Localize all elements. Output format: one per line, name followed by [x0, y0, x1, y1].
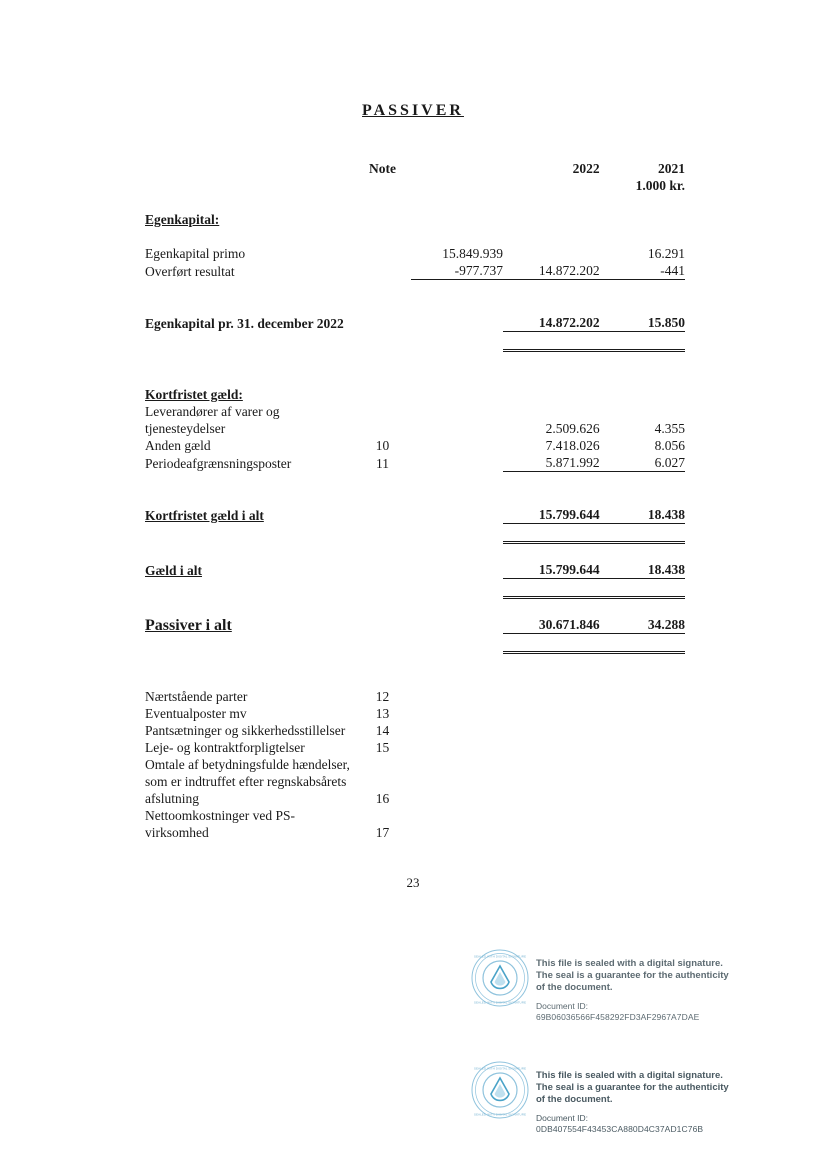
note-label: Eventualposter mv [145, 706, 247, 721]
rule-row-passiver [145, 634, 685, 653]
row-note: 10 [375, 438, 390, 453]
total-label-passiver: Passiver i alt [145, 616, 232, 634]
note-row [145, 739, 685, 756]
seal-line-3: of the document. [536, 982, 613, 993]
spacer-row [145, 297, 685, 314]
svg-text:SEALED WITH DIGITAL SIGNATURE: SEALED WITH DIGITAL SIGNATURE [473, 1066, 527, 1071]
row-2021: -441 [660, 263, 685, 278]
row-2022: 5.871.992 [545, 455, 600, 470]
row-note [354, 420, 411, 437]
seal-docid-value: 69B06036566F458292FD3AF2967A7DAE [536, 1012, 700, 1022]
header-2021: 2021 [658, 161, 685, 176]
row-note [354, 262, 411, 280]
note-label: afslutning [145, 791, 199, 806]
page-number: 23 [406, 875, 420, 890]
table-subheader-row [145, 177, 685, 194]
balance-sheet-table [145, 160, 685, 841]
seal-line-2: The seal is a guarantee for the authenticity [536, 970, 729, 981]
note-row [145, 773, 685, 790]
note-number: 16 [375, 791, 390, 806]
note-number: 17 [375, 825, 390, 840]
total-row-debt [145, 506, 685, 524]
total-2021-gaeld: 18.438 [647, 562, 685, 577]
note-number [354, 756, 411, 773]
total-2021-passiver: 34.288 [647, 617, 685, 632]
seal-line-2: The seal is a guarantee for the authenticity [536, 1082, 729, 1093]
row-sub [411, 437, 503, 454]
spacer-row [145, 489, 685, 506]
header-2022: 2022 [572, 161, 600, 176]
row-label: Periodeafgrænsningsposter [145, 455, 292, 471]
row-2021: 8.056 [654, 438, 685, 453]
total-2022-equity: 14.872.202 [538, 315, 600, 330]
note-number [354, 773, 411, 790]
total-row-equity [145, 314, 685, 332]
spacer-row [145, 194, 685, 211]
seal-stamp-icon [470, 1060, 530, 1120]
section-heading-equity: Egenkapital: [145, 212, 220, 227]
row-label: tjenesteydelser [145, 421, 226, 436]
rule-row-gaeld [145, 579, 685, 598]
row-note: 11 [376, 455, 390, 471]
table-row [145, 420, 685, 437]
total-2022-debt: 15.799.644 [538, 507, 600, 522]
note-row [145, 722, 685, 739]
row-note [354, 245, 411, 262]
spacer-row [145, 653, 685, 672]
seal-stamp-icon [470, 948, 530, 1008]
total-label-debt: Kortfristet gæld i alt [145, 507, 264, 523]
section-heading-debt: Kortfristet gæld: [145, 387, 243, 402]
seal-line-1: This file is sealed with a digital signature. [536, 1070, 723, 1081]
spacer-row [145, 369, 685, 386]
table-row [145, 262, 685, 280]
seal-text-2 [536, 1060, 729, 1135]
total-2022-gaeld: 15.799.644 [538, 562, 600, 577]
row-2022 [503, 403, 600, 420]
note-number: 15 [375, 740, 390, 755]
note-label: Omtale af betydningsfulde hændelser, [145, 757, 350, 772]
svg-text:SEALED WITH DIGITAL SIGNATURE: SEALED WITH DIGITAL SIGNATURE [473, 1000, 527, 1005]
note-row [145, 705, 685, 722]
note-row [145, 688, 685, 705]
note-label: Pantsætninger og sikkerhedsstillelser [145, 723, 346, 738]
note-row [145, 807, 685, 841]
row-2021: 4.355 [654, 421, 685, 436]
digital-seal-1 [470, 948, 729, 1023]
row-2022: 7.418.026 [545, 438, 600, 453]
seal-docid-label: Document ID: [536, 1001, 588, 1011]
note-row [145, 756, 685, 773]
row-sub [411, 403, 503, 420]
row-2021: 6.027 [654, 455, 685, 470]
total-label-gaeld: Gæld i alt [145, 562, 203, 578]
table-row [145, 454, 685, 472]
row-2021 [600, 403, 685, 420]
section-heading-row-debt [145, 386, 685, 403]
row-sub: 15.849.939 [442, 246, 504, 261]
seal-docid-label: Document ID: [536, 1113, 588, 1123]
spacer-row [145, 351, 685, 370]
row-label: Anden gæld [145, 438, 211, 453]
row-label: Egenkapital primo [145, 246, 246, 261]
seal-docid-value: 0DB407554F43453CA880D4C37AD1C76B [536, 1124, 704, 1134]
row-2022 [503, 245, 600, 262]
note-label: Nærtstående parter [145, 689, 248, 704]
header-note: Note [369, 161, 397, 176]
spacer-row [145, 671, 685, 688]
seal-line-1: This file is sealed with a digital signature. [536, 958, 723, 969]
seal-line-3: of the document. [536, 1094, 613, 1105]
header-2021-unit: 1.000 kr. [635, 178, 685, 193]
table-row [145, 437, 685, 454]
total-2022-passiver: 30.671.846 [538, 617, 600, 632]
row-note [354, 403, 411, 420]
table-row [145, 403, 685, 420]
rule-row-equity [145, 280, 685, 298]
svg-text:SEALED WITH DIGITAL SIGNATURE: SEALED WITH DIGITAL SIGNATURE [473, 954, 527, 959]
table-row [145, 245, 685, 262]
seal-text-1 [536, 948, 729, 1023]
row-label: Leverandører af varer og [145, 404, 280, 419]
rule-row-equity-total [145, 332, 685, 351]
page-title: PASSIVER [362, 102, 464, 119]
total-label-equity: Egenkapital pr. 31. december 2022 [145, 315, 344, 331]
note-number: 14 [375, 723, 390, 738]
digital-seal-2 [470, 1060, 729, 1135]
note-label: som er indtruffet efter regnskabsårets [145, 774, 347, 789]
total-2021-equity: 15.850 [647, 315, 685, 330]
row-2022: 2.509.626 [545, 421, 600, 436]
row-sub: -977.737 [454, 263, 504, 278]
note-label: Leje- og kontraktforpligtelser [145, 740, 305, 755]
row-sub [411, 420, 503, 437]
note-number: 13 [375, 706, 390, 721]
row-2021: 16.291 [647, 246, 685, 261]
total-row-passiver [145, 616, 685, 634]
svg-text:SEALED WITH DIGITAL SIGNATURE: SEALED WITH DIGITAL SIGNATURE [473, 1112, 527, 1117]
note-row [145, 790, 685, 807]
spacer-row [145, 543, 685, 562]
section-heading-row-equity [145, 211, 685, 228]
note-number: 12 [375, 689, 390, 704]
row-2022: 14.872.202 [538, 263, 600, 278]
note-label: Nettoomkostninger ved PS-virksomhed [145, 808, 295, 840]
total-2021-debt: 18.438 [647, 507, 685, 522]
total-row-gaeld [145, 561, 685, 579]
row-label: Overført resultat [145, 263, 235, 279]
table-header-row [145, 160, 685, 177]
spacer-row [145, 228, 685, 245]
rule-row-debt [145, 472, 685, 490]
spacer-row [145, 598, 685, 617]
row-sub [411, 454, 503, 472]
rule-row-debt-total [145, 524, 685, 543]
